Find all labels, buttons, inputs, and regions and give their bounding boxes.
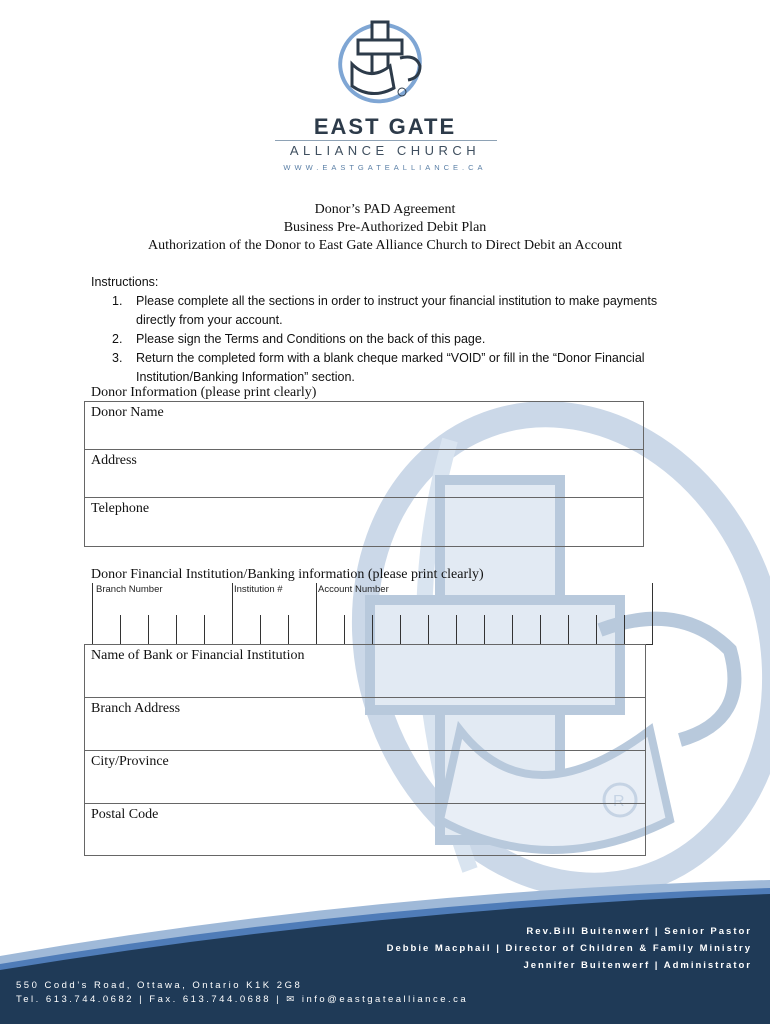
- grid-digit-divider: [260, 615, 261, 645]
- grid-digit-divider: [204, 615, 205, 645]
- instruction-number: 1.: [112, 294, 123, 308]
- address-field[interactable]: [85, 450, 643, 498]
- church-logo: [330, 18, 440, 108]
- account-number-grid[interactable]: [92, 583, 652, 645]
- instruction-text: Please complete all the sections in order to instruct your financial institution to make payments directly from your account.: [136, 294, 658, 327]
- church-address: 550 Codd’s Road, Ottawa, Ontario K1K 2G8: [16, 980, 303, 991]
- grid-digit-divider: [652, 583, 653, 645]
- donor-info-box: [84, 401, 644, 547]
- grid-digit-divider: [176, 615, 177, 645]
- instruction-number: 3.: [112, 351, 123, 365]
- brand-website: WWW.EASTGATEALLIANCE.CA: [283, 163, 487, 172]
- branch-number-label: Branch Number: [96, 584, 163, 595]
- staff-children-ministry: Debbie Macphail | Director of Children & Family Ministry: [386, 943, 752, 954]
- institution-number-label: Institution #: [234, 584, 283, 595]
- field-label: Address: [91, 453, 137, 468]
- instructions-label: Instructions:: [91, 275, 159, 289]
- donor-info-label: Donor Information (please print clearly): [91, 385, 317, 400]
- grid-digit-divider: [344, 615, 345, 645]
- branch-address-field[interactable]: [85, 698, 645, 751]
- form-subtitle: Business Pre-Authorized Debit Plan: [283, 220, 487, 235]
- instruction-text: Return the completed form with a blank cheque marked “VOID” or fill in the “Donor Financial Institution/Banking Information” section.: [136, 351, 645, 384]
- field-label: Donor Name: [91, 405, 164, 420]
- grid-digit-divider: [568, 615, 569, 645]
- field-label: Branch Address: [91, 701, 181, 716]
- grid-digit-divider: [316, 583, 317, 645]
- donor-name-field[interactable]: [85, 402, 643, 450]
- grid-digit-divider: [512, 615, 513, 645]
- telephone-field[interactable]: [85, 498, 643, 546]
- grid-digit-divider: [540, 615, 541, 645]
- staff-administrator: Jennifer Buitenwerf | Administrator: [523, 960, 752, 971]
- field-label: City/Province: [91, 754, 169, 769]
- church-contact: Tel. 613.744.0682 | Fax. 613.744.0688 | ✉ info@eastgatealliance.ca: [16, 994, 469, 1005]
- bank-info-box: [84, 644, 646, 856]
- instruction-number: 2.: [112, 332, 123, 346]
- financial-info-label: Donor Financial Institution/Banking information (please print clearly): [91, 567, 484, 582]
- account-number-label: Account Number: [318, 584, 389, 595]
- bank-name-field[interactable]: [85, 645, 645, 698]
- brand-name: EAST GATE: [313, 114, 457, 139]
- field-label: Telephone: [91, 501, 150, 516]
- grid-digit-divider: [484, 615, 485, 645]
- brand-divider: [275, 140, 497, 141]
- svg-text:R: R: [613, 793, 625, 810]
- grid-digit-divider: [92, 583, 93, 645]
- staff-senior-pastor: Rev.Bill Buitenwerf | Senior Pastor: [526, 926, 752, 937]
- form-description: Authorization of the Donor to East Gate Alliance Church to Direct Debit an Account: [148, 238, 622, 253]
- grid-digit-divider: [120, 615, 121, 645]
- form-title: Donor’s PAD Agreement: [314, 202, 456, 217]
- grid-digit-divider: [456, 615, 457, 645]
- postal-code-field[interactable]: [85, 804, 645, 857]
- grid-digit-divider: [400, 615, 401, 645]
- grid-digit-divider: [288, 615, 289, 645]
- grid-digit-divider: [624, 615, 625, 645]
- field-label: Postal Code: [91, 807, 159, 822]
- grid-digit-divider: [232, 583, 233, 645]
- grid-digit-divider: [596, 615, 597, 645]
- instruction-text: Please sign the Terms and Conditions on the back of this page.: [136, 332, 486, 346]
- brand-subtitle: ALLIANCE CHURCH: [289, 143, 481, 158]
- field-label: Name of Bank or Financial Institution: [91, 648, 305, 663]
- grid-digit-divider: [148, 615, 149, 645]
- city-province-field[interactable]: [85, 751, 645, 804]
- grid-digit-divider: [372, 615, 373, 645]
- grid-digit-divider: [428, 615, 429, 645]
